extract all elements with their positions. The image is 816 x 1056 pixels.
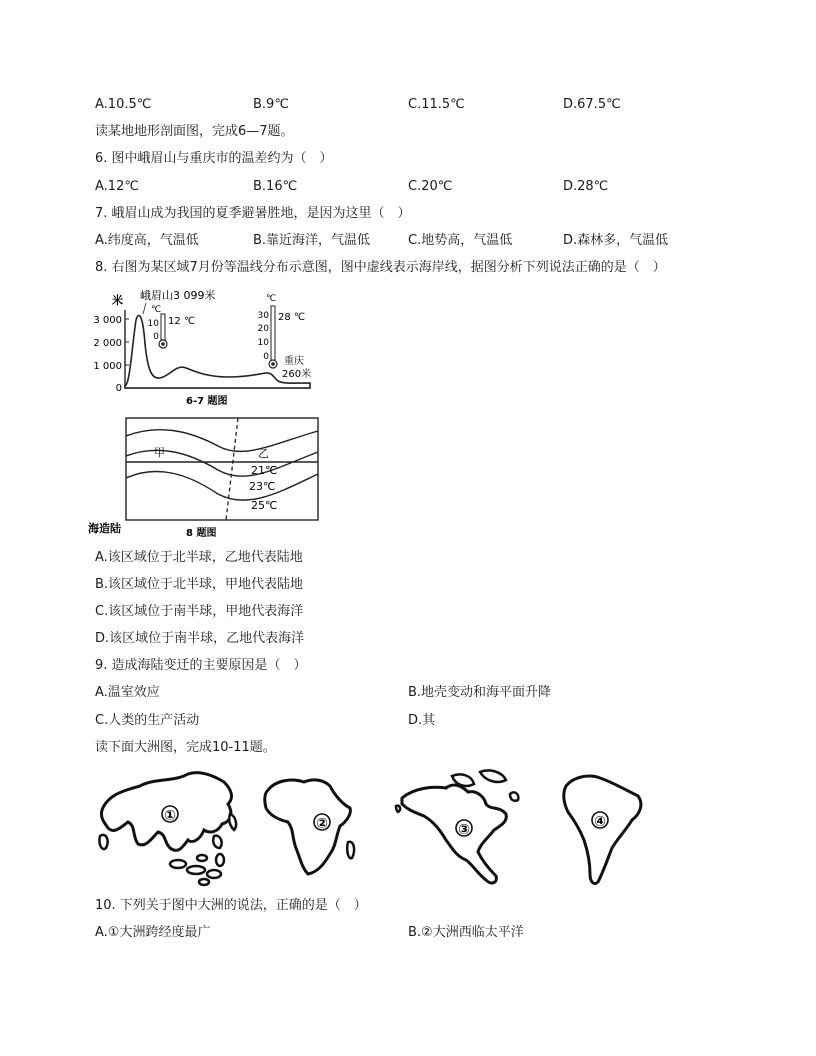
- profile-y-tick-3000: 3 000: [93, 315, 122, 326]
- cq-thermo-tick-10: 10: [257, 338, 269, 348]
- q6-option-d: D.28℃: [563, 179, 609, 194]
- q10-option-b: B.②大洲西临太平洋: [408, 925, 524, 940]
- continent-label-4: ④: [594, 814, 606, 830]
- isotherm-frame: [126, 418, 318, 520]
- q10-option-a: A.①大洲跨经度最广: [95, 925, 211, 940]
- cq-thermometer-icon: [271, 306, 275, 360]
- intro-6-7: 读某地地形剖面图，完成6—7题。: [95, 124, 294, 139]
- q9-option-b: B.地壳变动和海平面升降: [408, 685, 552, 700]
- cq-thermo-tick-20: 20: [257, 324, 269, 334]
- q8-stem: 8. 右图为某区域7月份等温线分布示意图，图中虚线表示海岸线，据图分析下列说法正确的是（ ）: [95, 260, 666, 275]
- cq-thermo-tick-0: 0: [263, 352, 269, 362]
- continents-figure: [96, 764, 656, 890]
- q8-option-b: B.该区域位于北半球，甲地代表陆地: [95, 577, 304, 592]
- q5-option-a: A.10.5℃: [95, 97, 152, 112]
- q10-stem: 10. 下列关于图中大洲的说法，正确的是（ ）: [95, 898, 367, 913]
- isotherm-label-25: 25℃: [251, 499, 278, 512]
- cq-thermo-tick-30: 30: [257, 311, 269, 321]
- profile-y-label: 米: [112, 294, 123, 307]
- q6-stem: 6. 图中峨眉山与重庆市的温差约为（ ）: [95, 151, 333, 166]
- q6-option-b: B.16℃: [253, 179, 298, 194]
- chongqing-label: 重庆: [284, 356, 304, 367]
- q5-option-d: D.67.5℃: [563, 97, 621, 112]
- q8-option-c: C.该区域位于南半球，甲地代表海洋: [95, 604, 304, 619]
- q7-option-d: D.森林多，气温低: [563, 233, 669, 248]
- intro-10-11: 读下面大洲图，完成10-11题。: [95, 740, 276, 755]
- q7-option-b: B.靠近海洋，气温低: [253, 233, 371, 248]
- emei-thermometer-icon: [161, 314, 165, 340]
- profile-y-tick-0: 0: [115, 383, 122, 394]
- continent-label-1: ①: [164, 808, 176, 824]
- q7-option-c: C.地势高，气温低: [408, 233, 513, 248]
- q9-option-d: D.其: [408, 713, 436, 728]
- emei-thermo-tick-10: 10: [147, 319, 159, 329]
- chongqing-height: 260米: [282, 369, 312, 380]
- emei-thermo-reading: 12 ℃: [168, 316, 196, 327]
- q7-option-a: A.纬度高，气温低: [95, 233, 199, 248]
- q8-option-a: A.该区域位于北半球，乙地代表陆地: [95, 550, 303, 565]
- q5-option-c: C.11.5℃: [408, 97, 465, 112]
- isotherm-label-21: 21℃: [251, 464, 278, 477]
- cq-thermo-unit: ℃: [266, 294, 277, 304]
- emei-label: 峨眉山3 099米: [140, 289, 216, 302]
- emei-thermo-tick-0: 0: [153, 332, 159, 342]
- q9-stem: 9. 造成海陆变迁的主要原因是（ ）: [95, 658, 307, 673]
- africa-continent-shape: [265, 780, 354, 874]
- iso-legend-text: 海造陆: [88, 522, 121, 535]
- label-yi: 乙: [258, 447, 269, 460]
- q7-stem: 7. 峨眉山成为我国的夏季避暑胜地，是因为这里（ ）: [95, 206, 411, 221]
- continent-label-3: ③: [458, 822, 470, 838]
- q8-option-d: D.该区域位于南半球，乙地代表海洋: [95, 631, 305, 646]
- q5-option-b: B.9℃: [253, 97, 289, 112]
- iso-caption: 8 题图: [186, 528, 217, 539]
- isotherm-figure: [88, 412, 324, 542]
- q9-option-a: A.温室效应: [95, 685, 160, 700]
- continent-label-2: ②: [316, 816, 328, 832]
- q6-option-a: A.12℃: [95, 179, 139, 194]
- asia-continent-shape: [99, 773, 236, 885]
- q9-option-c: C.人类的生产活动: [95, 713, 200, 728]
- cq-thermo-reading: 28 ℃: [278, 312, 306, 323]
- label-jia: 甲: [154, 446, 165, 459]
- terrain-profile-figure: [88, 286, 320, 410]
- profile-y-tick-2000: 2 000: [93, 338, 122, 349]
- profile-y-tick-1000: 1 000: [93, 361, 122, 372]
- emei-thermo-unit: ℃: [151, 305, 162, 315]
- profile-caption: 6-7 题图: [186, 396, 228, 407]
- q6-option-c: C.20℃: [408, 179, 453, 194]
- isotherm-label-23: 23℃: [249, 480, 276, 493]
